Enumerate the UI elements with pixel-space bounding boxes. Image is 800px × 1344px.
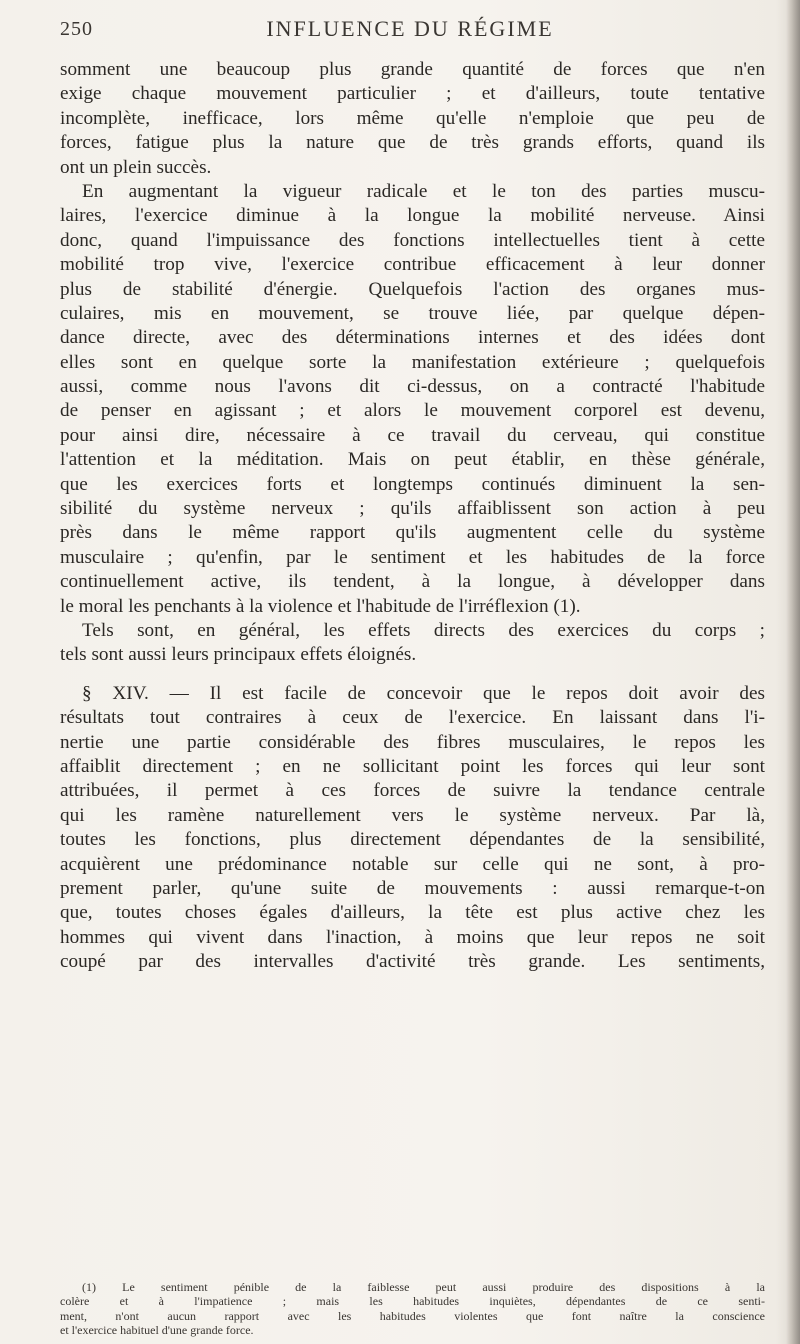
footnote-line: (1) Le sentiment pénible de la faiblesse peut aussi produire des dispositions à la [82,1280,765,1294]
page-header [60,16,760,46]
page-number: 250 [60,18,93,40]
text-line: donc, quand l'impuissance des fonctions intellectuelles tient à cette [60,229,765,251]
text-line: affaiblit directement ; en ne sollicitant point les forces qui leur sont [60,755,765,777]
text-line: de penser en agissant ; et alors le mouvement corporel est devenu, [60,400,765,422]
text-line: aussi, comme nous l'avons dit ci-dessus, on a contracté l'habitude [60,376,765,398]
paragraph [60,682,765,975]
page-edge-shadow [786,0,800,1344]
text-line: près dans le même rapport qu'ils augmentent celle du système [60,522,765,544]
text-line: que les exercices forts et longtemps continués diminuent la sen- [60,473,765,495]
text-line: continuellement active, ils tendent, à la longue, à développer dans [60,571,765,593]
text-line: culaires, mis en mouvement, se trouve liée, par quelque dépen- [60,302,765,324]
text-line: somment une beaucoup plus grande quantité de forces que n'en [60,59,765,80]
text-line: l'attention et la méditation. Mais on peut établir, en thèse générale, [60,449,765,471]
footnote-line: ment, n'ont aucun rapport avec les habitudes violentes que font naître la conscience [60,1308,765,1323]
text-line: elles sont en quelque sorte la manifestation extérieure ; quelquefois [60,351,765,373]
text-line: que, toutes choses égales d'ailleurs, la tête est plus active chez les [60,902,765,924]
text-line: dance directe, avec des déterminations internes et des idées dont [60,327,765,349]
text-line: qui les ramène naturellement vers le système nerveux. Par là, [60,804,765,826]
text-line: mobilité trop vive, l'exercice contribue efficacement à leur donner [60,254,765,276]
text-line: attribuées, il permet à ces forces de suivre la tendance centrale [60,780,765,802]
text-line: toutes les fonctions, plus directement dépendantes de la sensibilité, [60,829,765,851]
text-line: prement parler, qu'une suite de mouvements : aussi remarque-t-on [60,877,765,899]
paragraph [60,58,765,180]
text-line: ont un plein succès. [60,156,212,178]
text-line: coupé par des intervalles d'activité très grande. Les sentiments, [60,951,765,973]
text-line: En augmentant la vigueur radicale et le ton des parties muscu- [82,180,765,202]
text-line: laires, l'exercice diminue à la longue la mobilité nerveuse. Ainsi [60,205,765,227]
running-title: INFLUENCE DU RÉGIME [266,16,554,41]
text-line: Tels sont, en général, les effets directs des exercices du corps ; [82,619,765,641]
text-line: le moral les penchants à la violence et l'habitude de l'irréflexion (1). [60,595,581,617]
paragraph [60,180,765,668]
footnote-line: et l'exercice habituel d'une grande force. [60,1323,254,1338]
text-line: forces, fatigue plus la nature que de très grands efforts, quand ils [60,132,765,154]
text-line: sibilité du système nerveux ; qu'ils affaiblissent son action à peu [60,498,765,520]
footnote [60,1280,765,1338]
text-line: acquièrent une prédominance notable sur celle qui ne sont, à pro- [60,853,765,875]
text-line: musculaire ; qu'enfin, par le sentiment et les habitudes de la force [60,546,765,568]
body-text [60,58,765,974]
text-line: tels sont aussi leurs principaux effets éloignés. [60,644,417,666]
text-line: plus de stabilité d'énergie. Quelquefois l'action des organes mus- [60,278,765,300]
text-line: incomplète, inefficace, lors même qu'elle n'emploie que peu de [60,107,765,129]
text-line: pour ainsi dire, nécessaire à ce travail du cerveau, qui constitue [60,424,765,446]
text-line: hommes qui vivent dans l'inaction, à moins que leur repos ne soit [60,926,765,948]
text-line: résultats tout contraires à ceux de l'exercice. En laissant dans l'i- [60,707,765,729]
text-line: § XIV. — Il est facile de concevoir que le repos doit avoir des [82,682,765,704]
footnote-line: colère et à l'impatience ; mais les habitudes inquiètes, dépendantes de ce senti- [60,1294,765,1309]
text-line: exige chaque mouvement particulier ; et d'ailleurs, toute tentative [60,83,765,105]
paragraph-gap [60,668,765,682]
text-line: nertie une partie considérable des fibres musculaires, le repos les [60,731,765,753]
